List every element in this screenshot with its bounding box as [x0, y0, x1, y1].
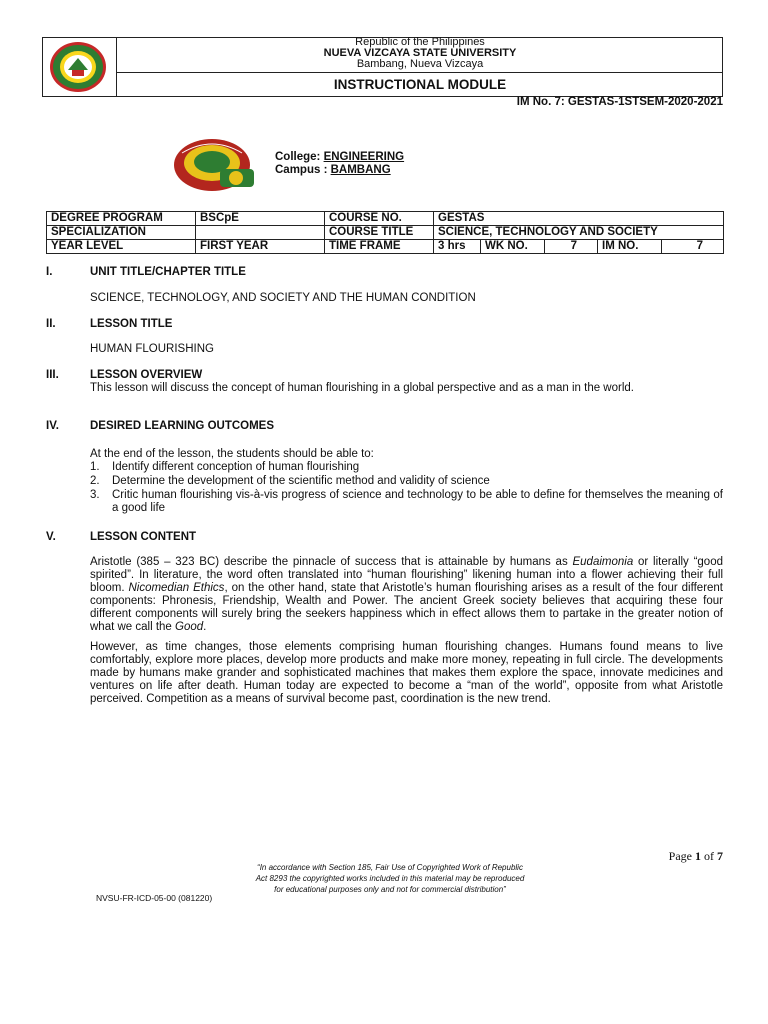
header-title: INSTRUCTIONAL MODULE [333, 77, 507, 92]
section-2-body: HUMAN FLOURISHING [90, 343, 214, 355]
section-2-title: LESSON TITLE [90, 318, 173, 330]
year-level-value: FIRST YEAR [196, 240, 325, 254]
university-seal-icon [48, 40, 108, 94]
lesson-content-paragraph-1: Aristotle (385 – 323 BC) describe the pinnacle of success that is attainable by humans as Eudaimonia or literally “good spirited”. In literature, the word often translated into “human flourishing” likening human into a flower achieving their full bloom. Nicomedian Ethics, on the other hand, state that Aristotle’s human flourishing arises as a result of the four different components: Phronesis, Friendship, Wealth and Power. The ancient Greek society believes that acquiring these four different components will surely bring the seekers happiness which in effect allows them to partake in the greater notion of what we call the Good. [90, 556, 724, 633]
im-no-label: IM NO. [598, 240, 662, 254]
term-good: Good [175, 621, 204, 633]
time-frame-value: 3 hrs [434, 240, 481, 254]
section-3-title: LESSON OVERVIEW [90, 369, 203, 381]
header-university: NUEVA VIZCAYA STATE UNIVERSITY [323, 47, 517, 59]
header-republic: Republic of the Philippines [355, 36, 485, 48]
section-1-body: SCIENCE, TECHNOLOGY, AND SOCIETY AND THE HUMAN CONDITION [90, 292, 476, 304]
section-5-number: V. [46, 531, 56, 543]
list-item [90, 475, 723, 488]
campus-line [275, 164, 391, 176]
table-row [47, 212, 724, 226]
table-row [47, 226, 724, 240]
form-code: NVSU-FR-ICD-05-00 (081220) [96, 893, 213, 903]
degree-value: BSCpE [196, 212, 325, 226]
section-1-title: UNIT TITLE/CHAPTER TITLE [90, 266, 246, 278]
engineering-college-logo-icon [172, 133, 262, 195]
im-number: IM No. 7: GESTAS-1STSEM-2020-2021 [516, 96, 723, 108]
section-4-intro: At the end of the lesson, the students should be able to: [90, 448, 374, 460]
degree-label: DEGREE PROGRAM [47, 212, 196, 226]
section-3-body: This lesson will discuss the concept of human flourishing in a global perspective and as a man in the world. [90, 382, 634, 394]
section-4-title: DESIRED LEARNING OUTCOMES [90, 420, 275, 432]
table-row [47, 240, 724, 254]
specialization-value [196, 226, 325, 240]
header-location: Bambang, Nueva Vizcaya [356, 58, 484, 70]
lesson-content-paragraph-2: However, as time changes, those elements comprising human flourishing changes. Humans found means to live comfortably, explore more places, develop more products and make more money, repeating in full circle. The developments made by humans make grander and sophisticated machines that makes them explore the space, innovate medicines and ventures on life after death. Human today are expected to become a “man of the world”, opposite from what Aristotle perceived. Competition as a means of survival become past, coordination is the new trend. [90, 641, 723, 705]
list-item-text: Critic human flourishing vis-à-vis progress of science and technology to be able to define for themselves the meaning of a good life [112, 489, 723, 514]
header-divider [117, 72, 723, 73]
college-label: College: [275, 151, 321, 163]
section-3-number: III. [46, 369, 59, 381]
fair-use-notice: “In accordance with Section 185, Fair Use of Copyrighted Work of Republic Act 8293 the copyrighted works included in this material may be reproduced for educational purposes only and not for commercial distribution” [255, 863, 525, 894]
college-line [275, 151, 404, 163]
campus-label: Campus : [275, 164, 328, 176]
section-1-number: I. [46, 266, 53, 278]
course-title-value: SCIENCE, TECHNOLOGY AND SOCIETY [434, 226, 724, 240]
course-no-value: GESTAS [434, 212, 724, 226]
page-number: Page 1 of 7 [668, 849, 723, 863]
list-item [90, 461, 723, 474]
section-2-number: II. [46, 318, 56, 330]
list-item [90, 489, 723, 515]
week-no-label: WK NO. [481, 240, 545, 254]
campus-value: BAMBANG [330, 164, 391, 176]
course-info-table [46, 211, 724, 254]
course-title-label: COURSE TITLE [325, 226, 434, 240]
term-nicomedian-ethics: Nicomedian Ethics [128, 582, 225, 594]
year-level-label: YEAR LEVEL [47, 240, 196, 254]
week-no-value: 7 [545, 240, 598, 254]
course-no-label: COURSE NO. [325, 212, 434, 226]
list-item-text: Identify different conception of human flourishing [112, 461, 360, 473]
list-item-number: 1. [90, 461, 100, 473]
section-4-number: IV. [46, 420, 60, 432]
college-value: ENGINEERING [323, 151, 405, 163]
section-5-title: LESSON CONTENT [90, 531, 197, 543]
term-eudaimonia: Eudaimonia [572, 556, 634, 568]
specialization-label: SPECIALIZATION [47, 226, 196, 240]
list-item-number: 2. [90, 475, 100, 487]
list-item-number: 3. [90, 489, 100, 501]
time-frame-label: TIME FRAME [325, 240, 434, 254]
im-no-value: 7 [662, 240, 724, 254]
list-item-text: Determine the development of the scientific method and validity of science [112, 475, 490, 487]
